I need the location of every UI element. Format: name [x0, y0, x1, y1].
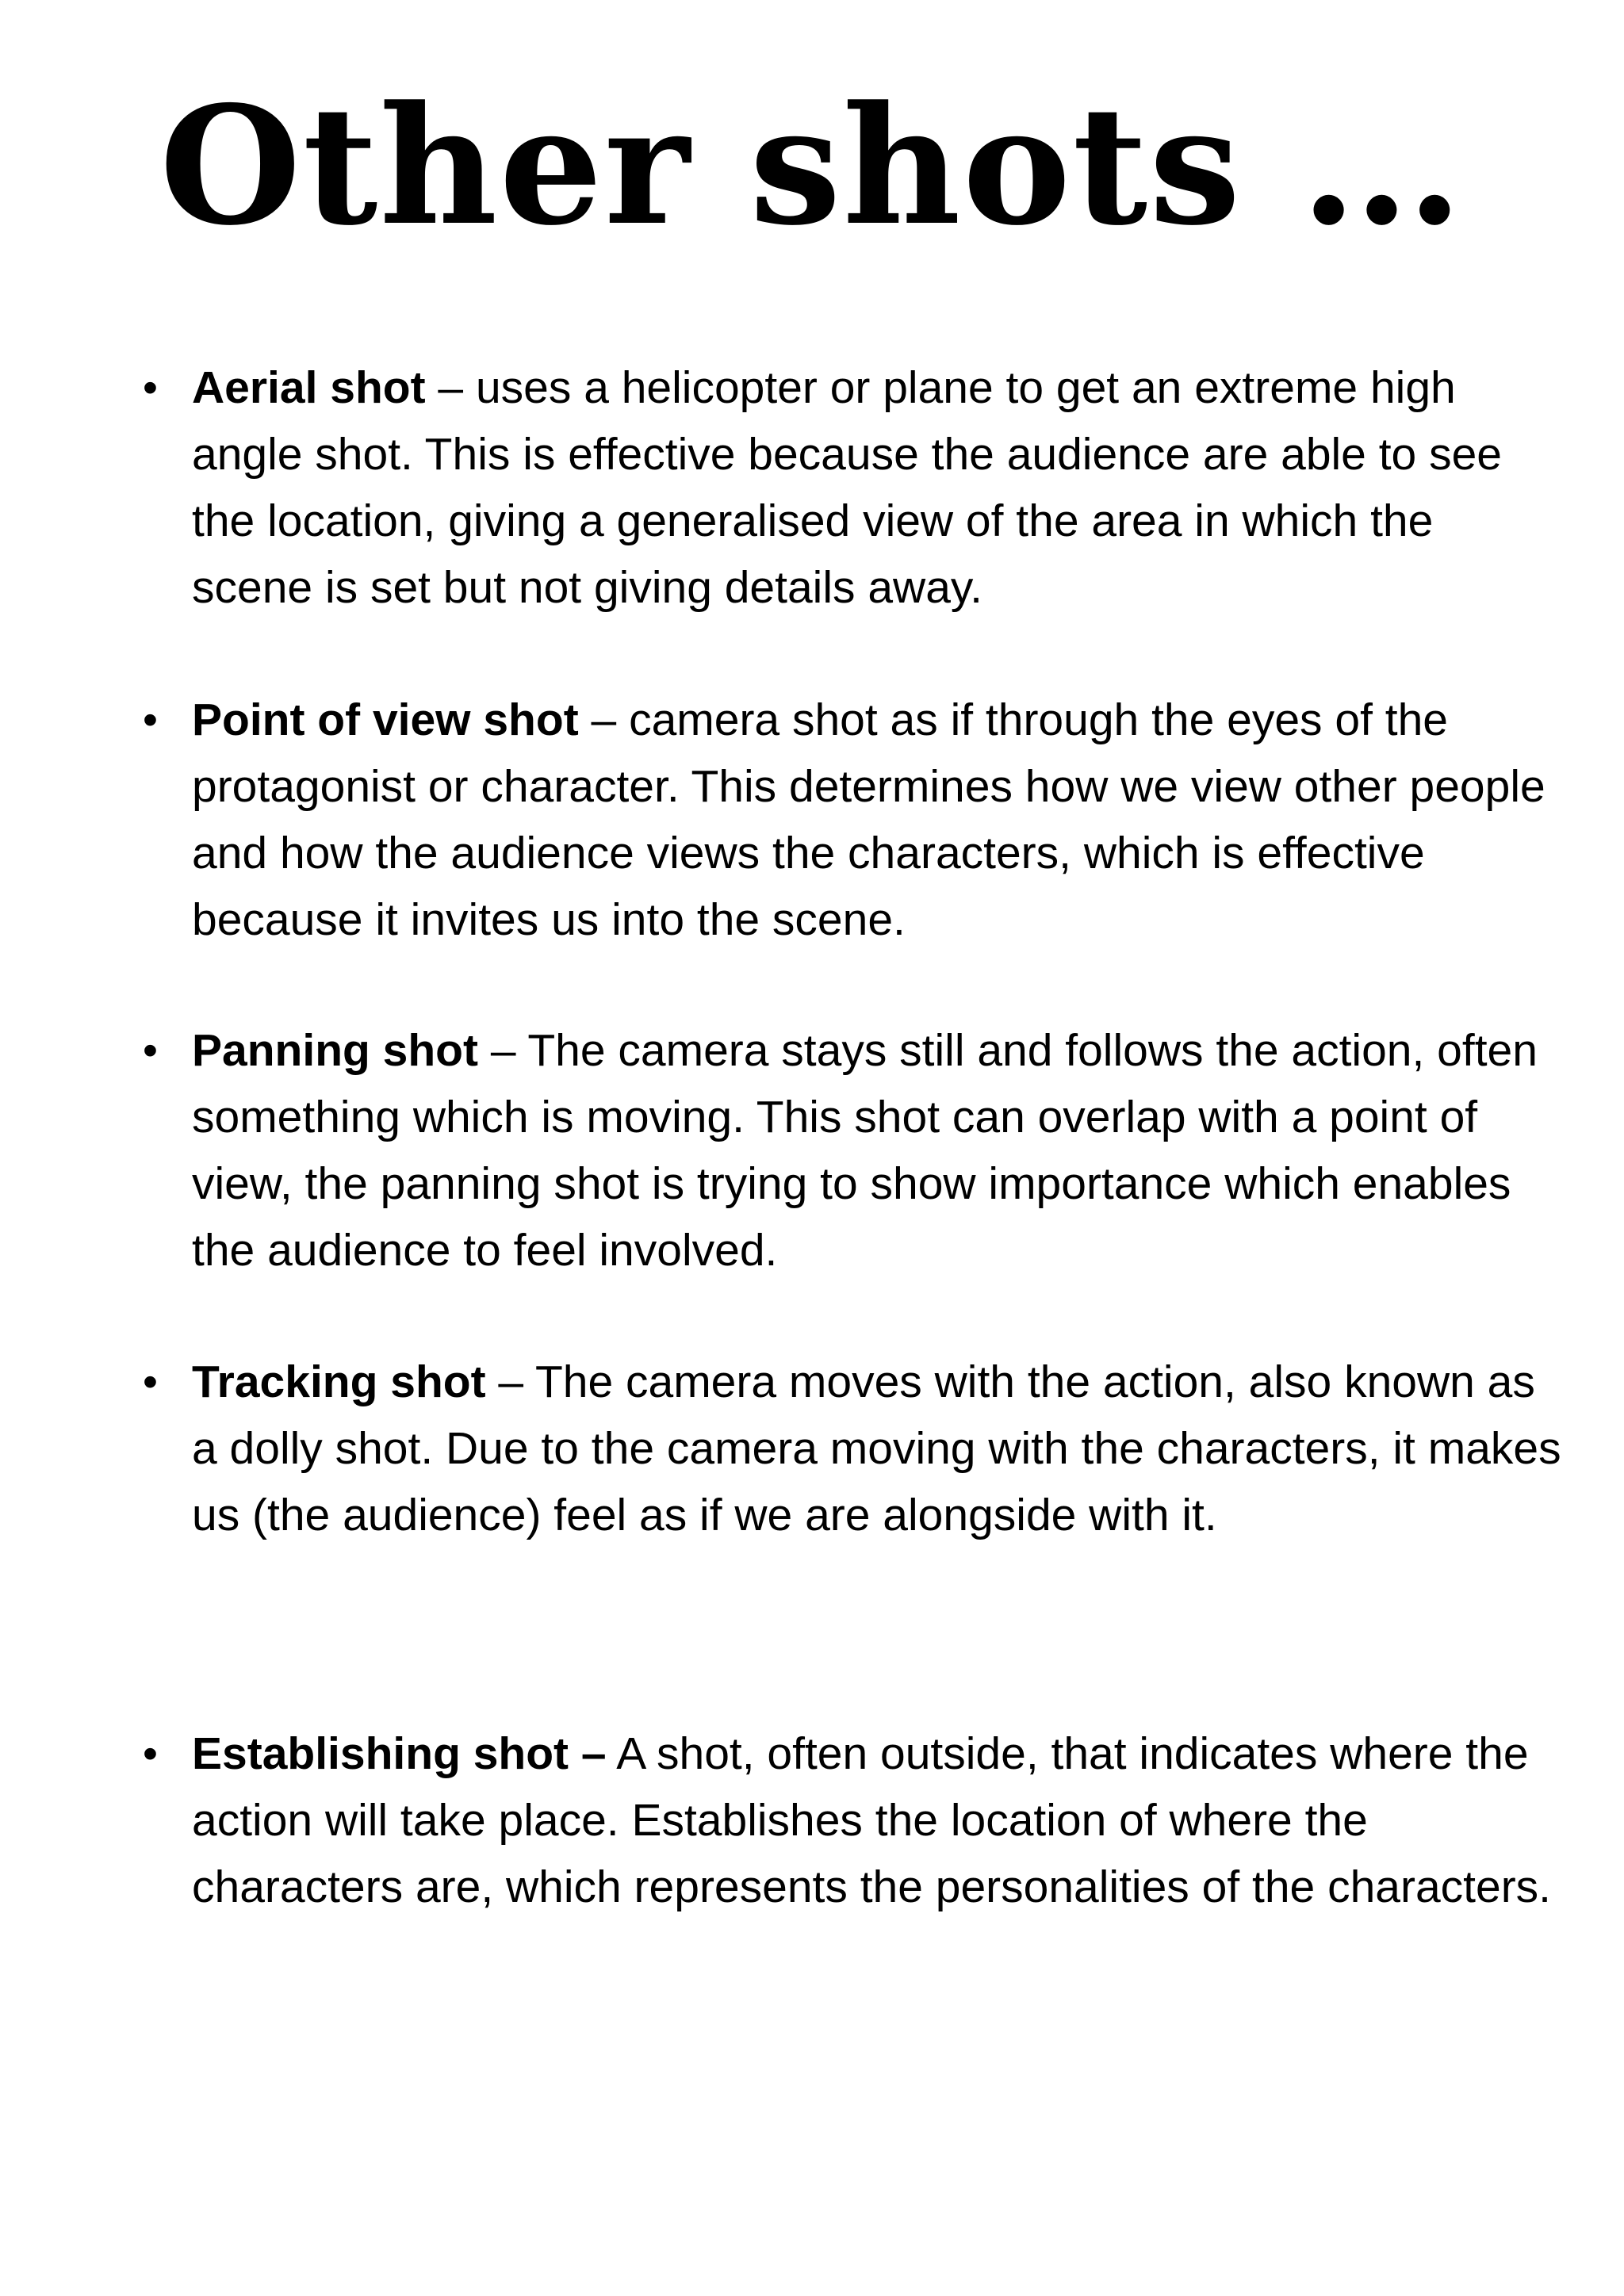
- list-item-paragraph: [143, 1349, 1562, 1548]
- term-separator: –: [477, 1025, 528, 1076]
- term-point-of-view-shot: Point of view shot: [192, 695, 579, 745]
- definition-tracking-shot: The camera moves with the action, also known as a dolly shot. Due to the camera moving with the characters, it makes us (the audience) feel as if we are alongside with it.: [192, 1357, 1561, 1540]
- list-item-tracking-shot: [143, 1349, 1562, 1548]
- list-item-paragraph: [143, 354, 1562, 621]
- term-separator: –: [425, 362, 476, 413]
- bullet-icon: •: [143, 1730, 158, 1777]
- term-separator: [607, 1728, 617, 1779]
- term-establishing-shot: Establishing shot –: [192, 1728, 607, 1779]
- list-item-paragraph: [143, 687, 1562, 953]
- bullet-icon: •: [143, 696, 158, 744]
- list-item-point-of-view-shot: [143, 687, 1562, 953]
- term-panning-shot: Panning shot: [192, 1025, 478, 1076]
- term-separator: –: [578, 695, 630, 745]
- list-item-establishing-shot: [143, 1720, 1562, 1920]
- list-item-paragraph: [143, 1017, 1562, 1284]
- list-item-panning-shot: [143, 1017, 1562, 1284]
- bullet-icon: •: [143, 1358, 158, 1406]
- definition-establishing-shot: A shot, often outside, that indicates where the action will take place. Establishes the location of where the characters are, which represents the personalities of the characters.: [192, 1728, 1552, 1912]
- page-title: Other shots …: [159, 71, 1465, 262]
- list-item-aerial-shot: [143, 354, 1562, 621]
- definition-panning-shot: The camera stays still and follows the action, often something which is moving. This shot can overlap with a point of view, the panning shot is trying to show importance which enables the audience to feel involved.: [192, 1025, 1538, 1276]
- bullet-icon: •: [143, 1027, 158, 1074]
- definition-point-of-view-shot: camera shot as if through the eyes of the protagonist or character. This determines how we view other people and how the audience views the characters, which is effective because it invites us into the scene.: [192, 695, 1545, 945]
- term-separator: –: [485, 1357, 535, 1407]
- bullet-icon: •: [143, 364, 158, 411]
- definition-aerial-shot: uses a helicopter or plane to get an extreme high angle shot. This is effective because the audience are able to see the location, giving a generalised view of the area in which the scene is set but not giving details away.: [192, 362, 1502, 613]
- list-item-paragraph: [143, 1720, 1562, 1920]
- term-aerial-shot: Aerial shot: [192, 362, 426, 413]
- term-tracking-shot: Tracking shot: [192, 1357, 486, 1407]
